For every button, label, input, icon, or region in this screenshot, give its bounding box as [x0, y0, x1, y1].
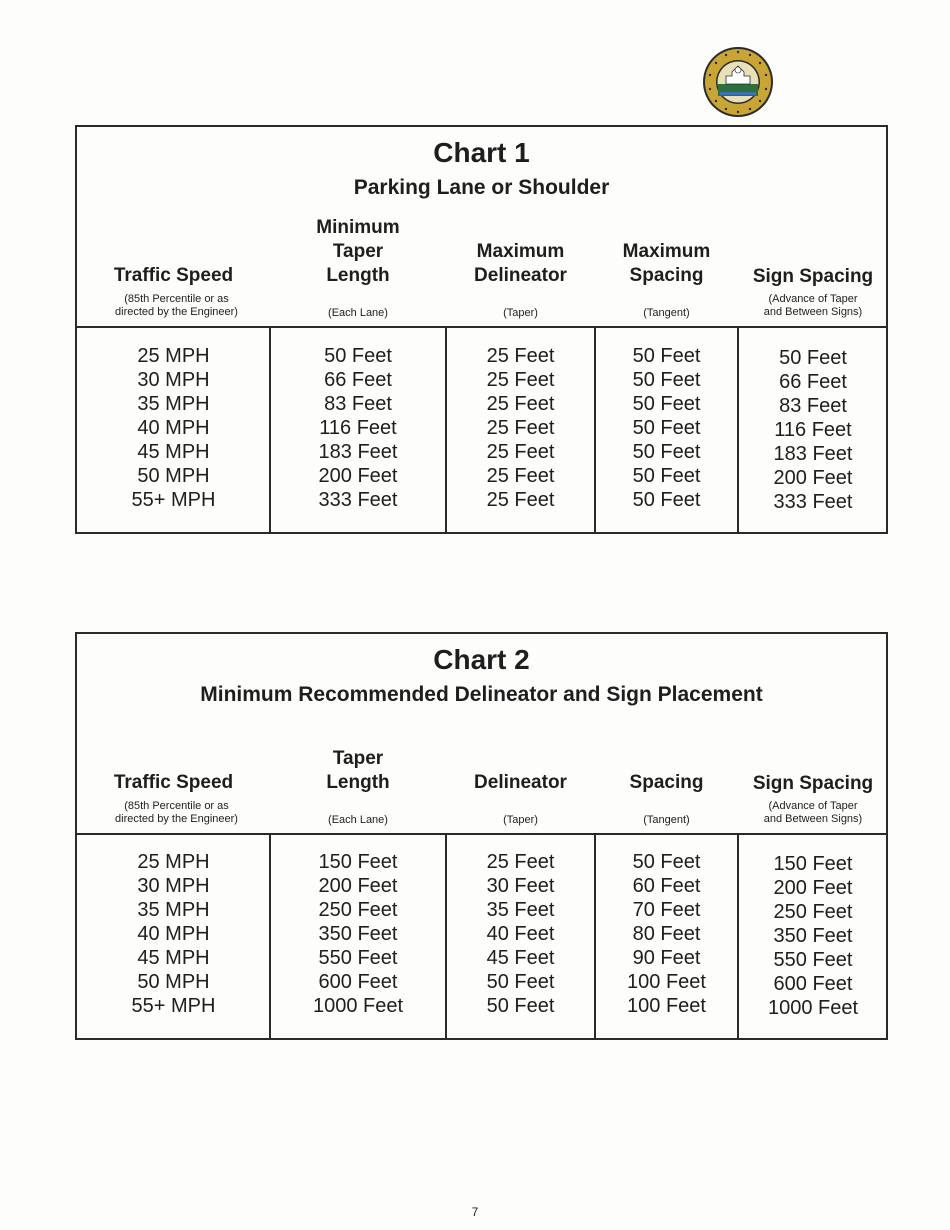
chart-2-subtitle: Minimum Recommended Delineator and Sign Placement [200, 683, 763, 706]
table-cell: 183 Feet [318, 441, 398, 463]
table-cell: 50 Feet [632, 441, 701, 463]
table-cell: 70 Feet [632, 899, 701, 921]
table-cell: 116 Feet [774, 419, 852, 441]
table-cell: 50 Feet [324, 345, 392, 367]
table-cell: 30 MPH [137, 875, 210, 897]
header-traffic-speed: Traffic Speed [113, 772, 234, 793]
table-cell: 35 Feet [486, 899, 555, 921]
table-cell: 25 MPH [137, 345, 210, 367]
table-cell: 25 Feet [486, 345, 555, 367]
note-sign-spacing: (Advance of Taper and Between Signs) [763, 293, 863, 318]
table-cell: 25 Feet [486, 441, 555, 463]
header-spacing: Spacing [629, 772, 704, 793]
table-cell: 200 Feet [318, 875, 398, 897]
table-cell: 150 Feet [318, 851, 398, 873]
table-cell: 35 MPH [137, 393, 210, 415]
column-delineator [446, 344, 595, 512]
table-cell: 50 Feet [632, 417, 701, 439]
note-delineator: (Taper) [503, 814, 538, 826]
table-cell: 50 Feet [486, 995, 555, 1017]
header-taper-length: Taper Length [326, 748, 390, 793]
header-sign-spacing: Sign Spacing [752, 773, 874, 794]
table-cell: 80 Feet [632, 923, 701, 945]
table-cell: 250 Feet [773, 901, 853, 923]
table-cell: 45 MPH [137, 441, 210, 463]
table-cell: 83 Feet [779, 395, 847, 417]
table-cell: 1000 Feet [312, 995, 404, 1017]
table-cell: 50 Feet [632, 851, 701, 873]
table-cell: 350 Feet [318, 923, 398, 945]
header-delineator: Delineator [474, 772, 567, 793]
chart-1-subtitle: Parking Lane or Shoulder [353, 176, 610, 199]
table-cell: 25 Feet [486, 417, 555, 439]
table-cell: 350 Feet [773, 925, 853, 947]
table-cell: 30 MPH [137, 369, 210, 391]
note-taper-length: (Each Lane) [328, 307, 388, 319]
note-sign-spacing: (Advance of Taper and Between Signs) [763, 800, 863, 825]
column-spacing [595, 850, 738, 1018]
note-spacing: (Tangent) [643, 814, 690, 826]
table-cell: 25 Feet [486, 851, 555, 873]
table-cell: 550 Feet [773, 949, 853, 971]
table-cell: 333 Feet [318, 489, 398, 511]
table-cell: 83 Feet [324, 393, 392, 415]
table-cell: 50 Feet [632, 465, 701, 487]
table-cell: 30 Feet [486, 875, 555, 897]
column-sign-spacing [738, 852, 888, 1020]
header-taper-length: Minimum Taper Length [316, 217, 400, 286]
table-cell: 50 MPH [137, 465, 210, 487]
table-cell: 200 Feet [773, 877, 853, 899]
table-cell: 66 Feet [779, 371, 847, 393]
table-cell: 200 Feet [773, 467, 853, 489]
table-cell: 25 Feet [486, 489, 555, 511]
table-cell: 40 MPH [137, 923, 210, 945]
table-cell: 25 Feet [486, 393, 555, 415]
note-taper-length: (Each Lane) [328, 814, 388, 826]
table-cell: 90 Feet [632, 947, 701, 969]
table-cell: 100 Feet [627, 971, 706, 993]
table-cell: 50 Feet [632, 369, 701, 391]
column-sign-spacing [738, 346, 888, 514]
page-number: 7 [471, 1205, 479, 1219]
table-cell: 25 Feet [486, 369, 555, 391]
table-cell: 100 Feet [627, 995, 706, 1017]
table-cell: 600 Feet [773, 973, 853, 995]
column-taper-length [270, 850, 446, 1018]
table-cell: 45 Feet [486, 947, 555, 969]
table-cell: 55+ MPH [131, 995, 216, 1017]
header-spacing: Maximum Spacing [622, 241, 711, 286]
table-cell: 50 Feet [632, 489, 701, 511]
table-cell: 35 MPH [137, 899, 210, 921]
table-cell: 25 Feet [486, 465, 555, 487]
table-cell: 150 Feet [773, 853, 853, 875]
table-cell: 116 Feet [319, 417, 397, 439]
note-delineator: (Taper) [503, 307, 538, 319]
chart-2-table [75, 632, 888, 1040]
table-cell: 50 Feet [632, 345, 701, 367]
table-cell: 55+ MPH [131, 489, 216, 511]
header-delineator: Maximum Delineator [474, 241, 567, 286]
chart-1-title: Chart 1 [433, 137, 530, 168]
chart-1-table [75, 125, 888, 534]
table-cell: 550 Feet [318, 947, 398, 969]
table-cell: 50 Feet [779, 347, 847, 369]
table-cell: 250 Feet [318, 899, 398, 921]
table-cell: 66 Feet [324, 369, 392, 391]
header-sign-spacing: Sign Spacing [752, 266, 874, 287]
column-taper-length [270, 344, 446, 512]
table-cell: 50 Feet [632, 393, 701, 415]
table-cell: 50 Feet [486, 971, 555, 993]
table-cell: 50 MPH [137, 971, 210, 993]
table-cell: 1000 Feet [767, 997, 859, 1019]
table-cell: 200 Feet [318, 465, 398, 487]
table-cell: 40 MPH [137, 417, 210, 439]
header-divider [77, 326, 886, 328]
table-cell: 183 Feet [773, 443, 853, 465]
header-divider [77, 833, 886, 835]
note-traffic-speed: (85th Percentile or as directed by the Engineer) [115, 800, 238, 825]
column-traffic-speed [77, 850, 270, 1018]
table-cell: 40 Feet [486, 923, 555, 945]
header-traffic-speed: Traffic Speed [113, 265, 234, 286]
table-cell: 25 MPH [137, 851, 210, 873]
table-cell: 60 Feet [632, 875, 701, 897]
chart-2-title: Chart 2 [433, 644, 530, 675]
table-cell: 600 Feet [318, 971, 398, 993]
table-cell: 45 MPH [137, 947, 210, 969]
column-spacing [595, 344, 738, 512]
note-traffic-speed: (85th Percentile or as directed by the Engineer) [115, 293, 238, 318]
note-spacing: (Tangent) [643, 307, 690, 319]
column-traffic-speed [77, 344, 270, 512]
table-cell: 333 Feet [773, 491, 853, 513]
city-seal-logo [702, 46, 774, 118]
column-delineator [446, 850, 595, 1018]
